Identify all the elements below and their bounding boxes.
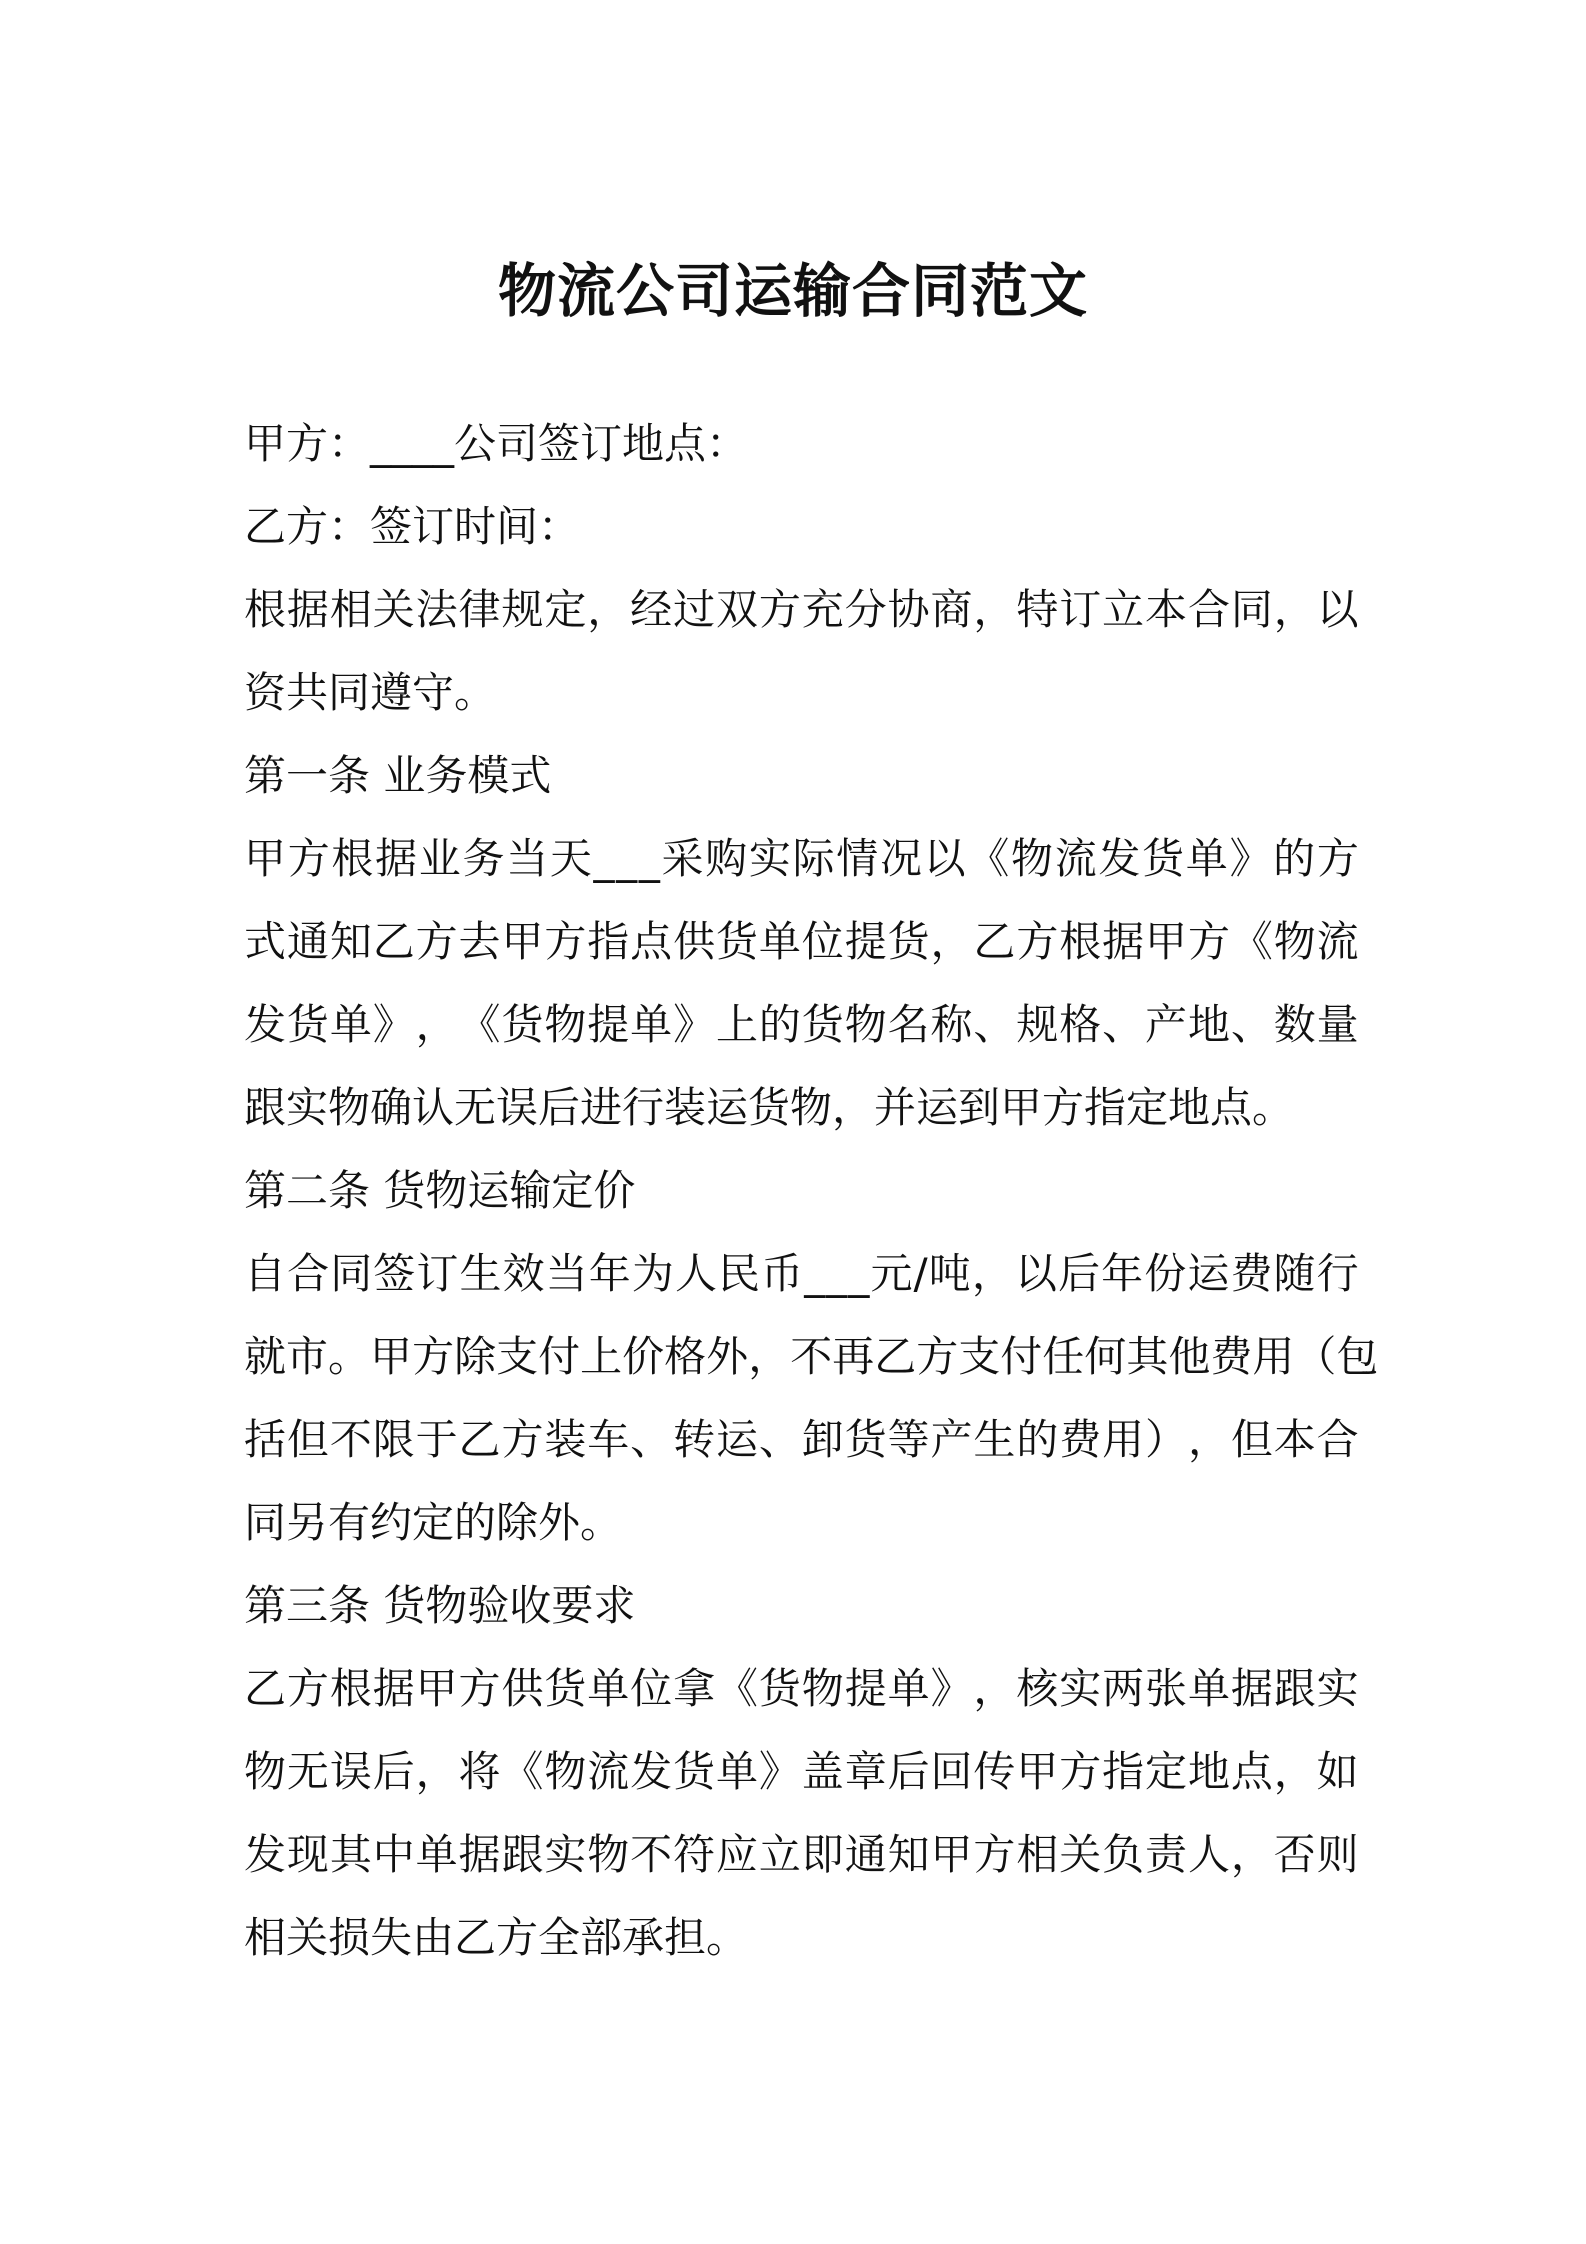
article-3-heading: 第三条 货物验收要求	[244, 1581, 636, 1630]
paragraph-line: 式 通 知 乙 方 去 甲 方 指 点 供 货 单 位 提 货 ， 乙 方 根 据 甲 方 《 物 流	[244, 917, 1359, 966]
article-1-heading: 第一条 业务模式	[244, 751, 552, 800]
paragraph-line: 资共同遵守。	[244, 668, 497, 717]
party-b-line: 乙方：签订时间：	[244, 502, 581, 551]
paragraph-line: 根 据 相 关 法 律 规 定 ， 经 过 双 方 充 分 协 商 ， 特 订 立 本 合 同 ， 以	[244, 585, 1359, 634]
paragraph-line: 发 现 其 中 单 据 跟 实 物 不 符 应 立 即 通 知 甲 方 相 关 负 责 人 ， 否 则	[244, 1830, 1359, 1879]
paragraph-line: 跟实物确认无误后进行装运货物，并运到甲方指定地点。	[244, 1083, 1295, 1132]
paragraph-line: 甲 方 根 据 业 务 当 天 _ _ _ 采 购 实 际 情 况 以 《 物 流 发 货 单 》 的 方	[244, 834, 1359, 883]
paragraph-line: 乙 方 根 据 甲 方 供 货 单 位 拿 《 货 物 提 单 》 ， 核 实 两 张 单 据 跟 实	[244, 1664, 1359, 1713]
paragraph-line: 相关损失由乙方全部承担。	[244, 1913, 749, 1962]
party-a-line: 甲方：____公司签订地点：	[244, 419, 749, 468]
document-body	[244, 402, 1379, 1979]
paragraph-line: 发 货 单 》 ， 《 货 物 提 单 》 上 的 货 物 名 称 、 规 格 、 产 地 、 数 量	[244, 1000, 1359, 1049]
paragraph-line: 自 合 同 签 订 生 效 当 年 为 人 民 币 _ _ _ 元 / 吨 ， 以 后 年 份 运 费 随 行	[244, 1249, 1359, 1298]
paragraph-line: 物 无 误 后 ， 将 《 物 流 发 货 单 》 盖 章 后 回 传 甲 方 指 定 地 点 ， 如	[244, 1747, 1359, 1796]
paragraph-line: 同另有约定的除外。	[244, 1498, 623, 1547]
paragraph-line: 就 市 。 甲 方 除 支 付 上 价 格 外 ， 不 再 乙 方 支 付 任 何 其 他 费 用 （ 包	[244, 1332, 1379, 1381]
article-2-heading: 第二条 货物运输定价	[244, 1166, 636, 1215]
document-title: 物流公司运输合同范文	[497, 257, 1088, 325]
paragraph-line: 括 但 不 限 于 乙 方 装 车 、 转 运 、 卸 货 等 产 生 的 费 用 ） ， 但 本 合	[244, 1415, 1359, 1464]
